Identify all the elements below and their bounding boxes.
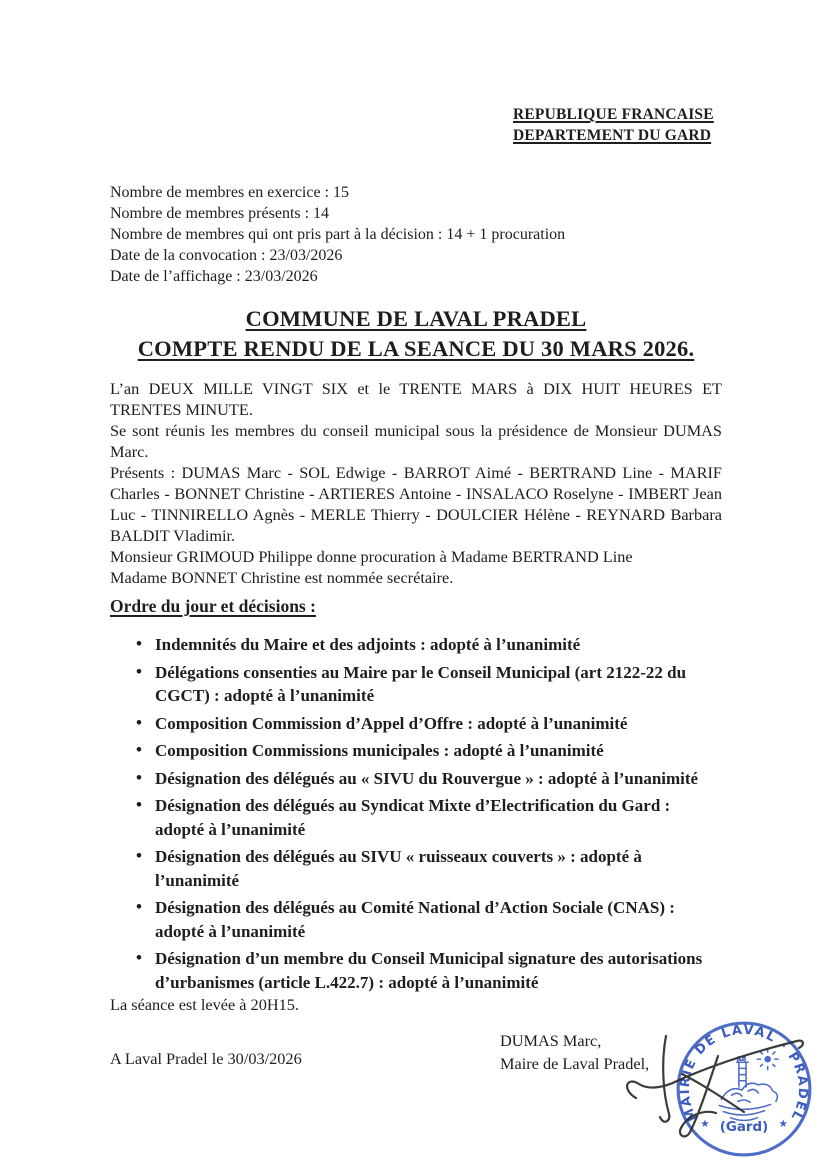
agenda-item-text: Désignation des délégués au SIVU « ruisseaux couverts » : adopté à l’unanimité — [155, 847, 642, 890]
paragraph-presidency: Se sont réunis les membres du conseil municipal sous la présidence de Monsieur DUMAS Marc. — [110, 421, 722, 461]
place-and-date: A Laval Pradel le 30/03/2026 — [110, 1049, 302, 1068]
document-content — [110, 104, 722, 998]
paragraph-attendees: Présents : DUMAS Marc - SOL Edwige - BARROT Aimé - BERTRAND Line - MARIF Charles - BONNET Christine - ARTIERES Antoine - INSALACO Roselyne - IMBERT Jean Luc - TINNIRELLO Agnès - MERLE Thierry - DOULCIER Hélène - REYNARD Barbara BALDIT Vladimir. — [110, 463, 722, 545]
agenda-item — [110, 739, 722, 763]
bullet-icon: • — [136, 767, 142, 787]
paragraph-secretary: Madame BONNET Christine est nommée secrétaire. — [110, 568, 454, 587]
bullet-icon: • — [136, 897, 142, 916]
meta-posting-date: Date de l’affichage : 23/03/2026 — [110, 268, 318, 285]
bullet-icon: • — [136, 795, 142, 814]
agenda-item-text: Désignation d’un membre du Conseil Municipal signature des autorisations d’urbanismes (article L.422.7) : adopté à l’unanimité — [155, 949, 703, 992]
meeting-meta — [110, 182, 722, 287]
agenda-item-text: Composition Commissions municipales : adopté à l’unanimité — [155, 741, 604, 760]
document-title — [110, 304, 722, 364]
star-icon: ★ — [700, 1119, 710, 1131]
paragraph-proxy: Monsieur GRIMOUD Philippe donne procuration à Madame BERTRAND Line — [110, 547, 633, 566]
document-title-session: COMPTE RENDU DE LA SEANCE DU 30 MARS 2026. — [137, 336, 695, 361]
agenda-item — [110, 896, 722, 943]
bullet-icon: • — [136, 846, 142, 865]
letterhead — [513, 104, 722, 146]
session-end-time: La séance est levée à 20H15. — [110, 995, 299, 1014]
bullet-icon: • — [136, 948, 142, 967]
letterhead-republic: REPUBLIQUE FRANCAISE — [513, 106, 714, 123]
document-title-commune: COMMUNE DE LAVAL PRADEL — [245, 306, 587, 331]
agenda-item-text: Désignation des délégués au « SIVU du Rouvergue » : adopté à l’unanimité — [155, 768, 699, 788]
letterhead-department: DEPARTEMENT DU GARD — [513, 127, 712, 144]
agenda-item-text: Désignation des délégués au Comité National d’Action Sociale (CNAS) : adopté à l’unanimité — [155, 898, 675, 941]
agenda-item-text: Indemnités du Maire et des adjoints : adopté à l’unanimité — [155, 635, 581, 654]
agenda-item — [110, 712, 722, 736]
agenda-item — [110, 794, 722, 841]
signature — [596, 1022, 825, 1162]
stamp-gard-text: (Gard) — [719, 1120, 769, 1136]
agenda-item — [110, 661, 722, 708]
agenda-item — [110, 947, 722, 994]
bullet-icon: • — [136, 661, 142, 681]
agenda-item — [110, 767, 722, 791]
bullet-icon: • — [136, 634, 142, 653]
agenda-item — [110, 845, 722, 892]
meta-members-present: Nombre de membres présents : 14 — [110, 205, 330, 222]
paragraph-session-datetime: L’an DEUX MILLE VINGT SIX et le TRENTE MARS à DIX HUIT HEURES ET TRENTES MINUTE. — [110, 379, 722, 419]
signer-name: DUMAS Marc, — [500, 1031, 602, 1050]
agenda-heading: Ordre du jour et décisions : — [110, 596, 316, 616]
meta-convocation-date: Date de la convocation : 23/03/2026 — [110, 247, 343, 264]
agenda-list — [110, 633, 722, 994]
agenda-item-text: Désignation des délégués au Syndicat Mixte d’Electrification du Gard : adopté à l’unanimité — [155, 796, 671, 839]
meta-members-exercice: Nombre de membres en exercice : 15 — [110, 184, 350, 201]
agenda-item-text: Composition Commission d’Appel d’Offre : adopté à l’unanimité — [155, 713, 628, 733]
bullet-icon: • — [136, 740, 142, 759]
signer-title: Maire de Laval Pradel, — [500, 1054, 650, 1073]
stamp-ring-text: MAIRIE DE LAVAL - PRADEL — [677, 1022, 811, 1124]
session-description — [110, 378, 722, 588]
agenda-item-text: Délégations consenties au Maire par le Conseil Municipal (art 2122-22 du CGCT) : adopté à l’unanimité — [155, 662, 687, 705]
agenda-item — [110, 633, 722, 657]
star-icon: ★ — [778, 1119, 788, 1131]
meta-members-voting: Nombre de membres qui ont pris part à la décision : 14 + 1 procuration — [110, 226, 566, 243]
bullet-icon: • — [136, 712, 142, 732]
